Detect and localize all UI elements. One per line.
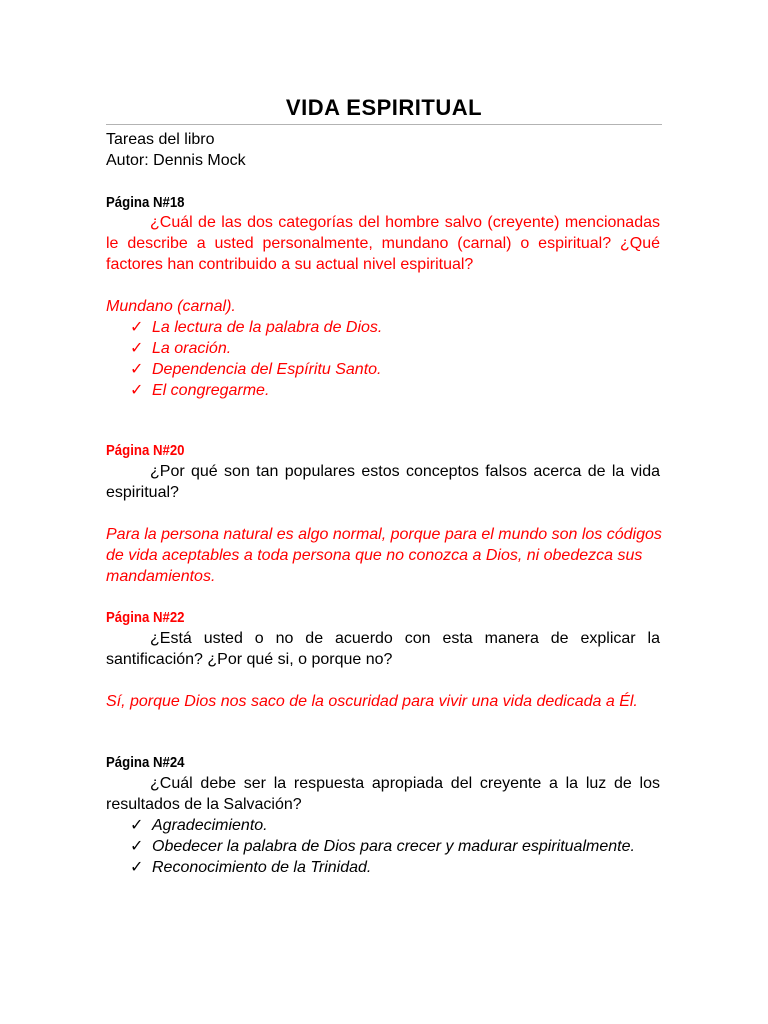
author-line: Autor: Dennis Mock (106, 152, 246, 169)
check-mark-icon: ✓ (130, 838, 144, 855)
list-item: ✓ Agradecimiento. (130, 817, 268, 834)
list-item: ✓ El congregarme. (130, 382, 270, 399)
section-heading-24: Página N#24 (106, 754, 185, 771)
document-title: VIDA ESPIRITUAL (285, 95, 483, 120)
list-item: ✓ Dependencia del Espíritu Santo. (130, 361, 382, 378)
section-answer-22: Sí, porque Dios nos saco de la oscuridad para vivir una vida dedicada a Él. (106, 693, 638, 710)
subtitle-tareas: Tareas del libro (106, 131, 215, 148)
check-mark-icon: ✓ (130, 340, 144, 357)
section-heading-20: Página N#20 (106, 442, 185, 459)
section-question-18: ¿Cuál de las dos categorías del hombre salvo (creyente) mencionadas le describe a usted personalmente, mundano (carnal) o espiritual? ¿Qué factores han contribuido a su actual nivel espiritual? (106, 214, 660, 273)
answer-list-18 (130, 317, 382, 401)
list-item: ✓ Reconocimiento de la Trinidad. (130, 859, 372, 876)
list-item: ✓ La oración. (130, 340, 232, 357)
list-item: ✓ La lectura de la palabra de Dios. (130, 319, 383, 336)
check-mark-icon: ✓ (130, 319, 144, 336)
list-item: ✓ Obedecer la palabra de Dios para crecer y madurar espiritualmente. (130, 838, 635, 855)
section-question-20: ¿Por qué son tan populares estos conceptos falsos acerca de la vida espiritual? (106, 463, 660, 501)
section-answer-20: Para la persona natural es algo normal, porque para el mundo son los códigos de vida aceptables a toda persona que no conozca a Dios, ni obedezca sus mandamientos. (106, 526, 662, 585)
section-question-24: ¿Cuál debe ser la respuesta apropiada del creyente a la luz de los resultados de la Salvación? (106, 775, 660, 813)
answer-list-24 (130, 815, 635, 878)
section-heading-22: Página N#22 (106, 609, 185, 626)
section-heading-18: Página N#18 (106, 194, 185, 211)
check-mark-icon: ✓ (130, 382, 144, 399)
check-mark-icon: ✓ (130, 817, 144, 834)
check-mark-icon: ✓ (130, 361, 144, 378)
title-underline (106, 124, 662, 125)
section-answer-18: Mundano (carnal). (106, 298, 236, 315)
section-question-22: ¿Está usted o no de acuerdo con esta manera de explicar la santificación? ¿Por qué si, o porque no? (106, 630, 660, 668)
check-mark-icon: ✓ (130, 859, 144, 876)
